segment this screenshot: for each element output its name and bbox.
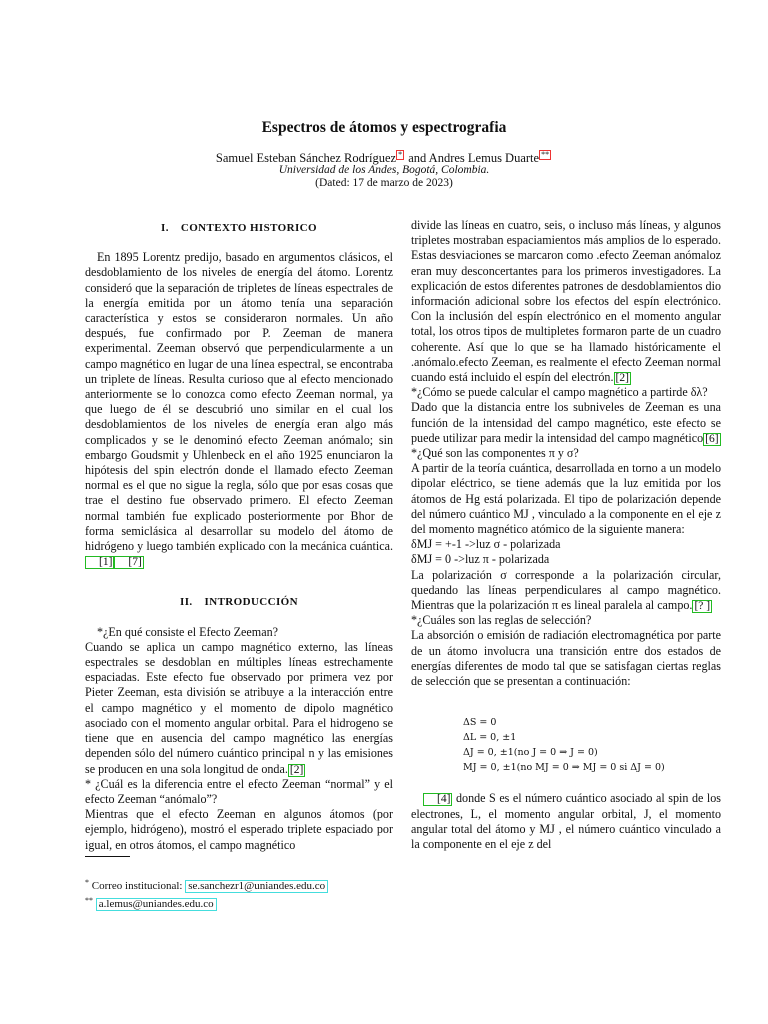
footnote-2: ** a.lemus@uniandes.edu.co (85, 894, 395, 912)
answer-2-continued: divide las líneas en cuatro, seis, o incluso más líneas, y algunos tripletes mostraban espaciamientos más amplios de lo esperado. Estas desviaciones se marcaron como .efecto Zeeman anómaloz eran muy desconcertantes para los primeros investigadores. La explicación de estos diferentes patrones de desdoblamientos dio información adicional sobre los efectos del espín electrónico. Con la inclusión del espín electrónico en el momento angular total, los otros tipos de multipletes formaron parte de un cuadro coherente. Así que lo que se ha llamado históricamente el .anómalo.efecto Zeeman, es realmente el efecto Zeeman normal cuando está incluido el espín del electrón. [2] (411, 218, 721, 385)
equation-delta-l: ΔL = 0, ±1 (463, 732, 517, 744)
question-4: *¿Qué son las componentes π y σ? (411, 446, 579, 461)
citation-link[interactable]: [2] (615, 372, 629, 385)
question-2: * ¿Cuál es la diferencia entre el efecto Zeeman “normal” y el efecto Zeeman “anómalo”? (85, 776, 393, 806)
citation-link[interactable]: [? ] (694, 600, 711, 613)
question-1: *¿En qué consiste el Efecto Zeeman? (97, 624, 278, 639)
author-1: Samuel Esteban Sánchez Rodríguez (215, 151, 397, 165)
polarization-rule-2: δMJ = 0 ->luz π - polarizada (411, 552, 550, 567)
answer-2-left: Mientras que el efecto Zeeman en algunos átomos (por ejemplo, hidrógeno), mostró el esperado triplete espaciado por igual, en otros átomos, el campo magnético (85, 807, 393, 852)
answer-4: A partir de la teoría cuántica, desarrollada en torno a un modelo dipolar eléctrico, se tiene además que la luz emitida por los átomos de Hg está polarizada. El tipo de polarización depende del número cuántico MJ , vinculado a la componente en el eje z del momento magnético atómico de la siguiente manera: (411, 461, 721, 537)
answer-6: [4] donde S es el número cuántico asociado al spin de los electrones, L, el momento angular orbital, J, el momento angular total del átomo y MJ , el número cuántico vinculado a la componente en el eje z del (411, 791, 722, 851)
citation-link[interactable]: [7] (114, 556, 143, 569)
answer-1: Cuando se aplica un campo magnético externo, las líneas espectrales se desdoblan en múltiples líneas estrechamente espaciadas. Este efecto fue observado por primera vez por Pieter Zeeman, esta división se atribuye a la interacción entre el campo magnético y el momento de dipolo magnético asociado con el momento angular orbital. Para el hidrogeno se tiene que en ausencia del campo magnético las energías dependen sólo del número cuántico principal n y las emisiones se producen en una sola longitud de onda. [2] (85, 639, 393, 776)
email-link-1[interactable]: se.sanchezr1@uniandes.edu.co (185, 880, 328, 893)
paper-title: Espectros de átomos y espectrografia (261, 119, 507, 136)
author-1-footnote-link[interactable]: * (398, 150, 403, 159)
right-column (411, 218, 721, 852)
equation-mj: MJ = 0, ±1(no MJ = 0 ⇒ MJ = 0 si ΔJ = 0) (463, 762, 665, 774)
email-link-2[interactable]: a.lemus@uniandes.edu.co (96, 898, 217, 911)
citation-link[interactable]: [6] (705, 432, 719, 445)
selection-rules-equations (463, 715, 721, 775)
answer-3: Dado que la distancia entre los subniveles de Zeeman es una función de la intensidad del campo magnético, este efecto se puede utilizar para medir la intensidad del campo magnético [6] (411, 400, 721, 445)
citation-link[interactable]: [4] (423, 793, 452, 806)
polarization-rule-1: δMJ = +-1 ->luz σ - polarizada (411, 537, 561, 552)
equation-delta-j: ΔJ = 0, ±1(no J = 0 ⇒ J = 0) (463, 747, 598, 759)
paragraph-contexto: En 1895 Lorentz predijo, basado en argumentos clásicos, el desdoblamiento de los niveles de energía del átomo. Lorentz consideró que la separación de tripletes de líneas espectrales de la energía emitida por un átomo tenía una separación característica y estos se consideraron normales. Un año después, fue confirmado por P. Zeeman de manera experimental. Zeeman observó que perpendicularmente a un campo magnético en lugar de una línea espectral, se encontraba un triplete de líneas. Resulta curioso que al efecto mencionado anteriormente se lo conozca como efecto Zeeman normal, ya que luego de él se descubrió uno similar en el cual los desdoblamientos de los niveles de energía eran algo más complicados y se le denominó efecto Zeeman anómalo; sin embargo Goudsmit y Uhlenbeck en el año 1925 enunciaron la hipótesis del spin electrón donde el llamado efecto Zeeman normal es el que no sigue la regla, sólo que por esas cosas que trae el destino fue observado primero. El efecto Zeeman normal también fue explicado posteriormente por Bhor de forma semiclásica al desarrollar su modelo del átomo de hidrógeno y luego también explicado con la mecánica cuántica. [1] [7] (85, 250, 393, 569)
answer-5: La absorción o emisión de radiación electromagnética por parte de un átomo involucra una transición entre dos estados de energías diferentes de modo tal que se satisfagan ciertas reglas de selección que se presentan a continuación: (411, 628, 721, 689)
answer-4b: La polarización σ corresponde a la polarización circular, quedando las líneas perpendiculares al campo magnético. Mientras que la polarización π es lineal paralela al campo. [? ] (411, 567, 721, 613)
footnotes (85, 876, 395, 911)
affiliation: Universidad de los Andes, Bogotá, Colombia. (278, 164, 490, 176)
section-heading-contexto: I. CONTEXTO HISTORICO (161, 222, 317, 234)
footnote-rule (85, 856, 130, 857)
footnote-1: * Correo institucional: se.sanchezr1@uniandes.edu.co (85, 876, 395, 894)
equation-delta-s: ΔS = 0 (463, 717, 497, 729)
citation-link[interactable]: [2] (289, 763, 304, 776)
author-2: and Andres Lemus Duarte (408, 151, 540, 165)
citation-link[interactable]: [1] (85, 556, 114, 569)
question-3: *¿Cómo se puede calcular el campo magnético a partirde δλ? (411, 385, 708, 400)
author-2-footnote-link[interactable]: ** (541, 150, 550, 159)
section-heading-introduccion: II. INTRODUCCIÓN (180, 596, 298, 609)
dated-line: (Dated: 17 de marzo de 2023) (315, 177, 453, 189)
left-column (85, 218, 393, 853)
question-5: *¿Cuáles son las reglas de selección? (411, 613, 592, 628)
